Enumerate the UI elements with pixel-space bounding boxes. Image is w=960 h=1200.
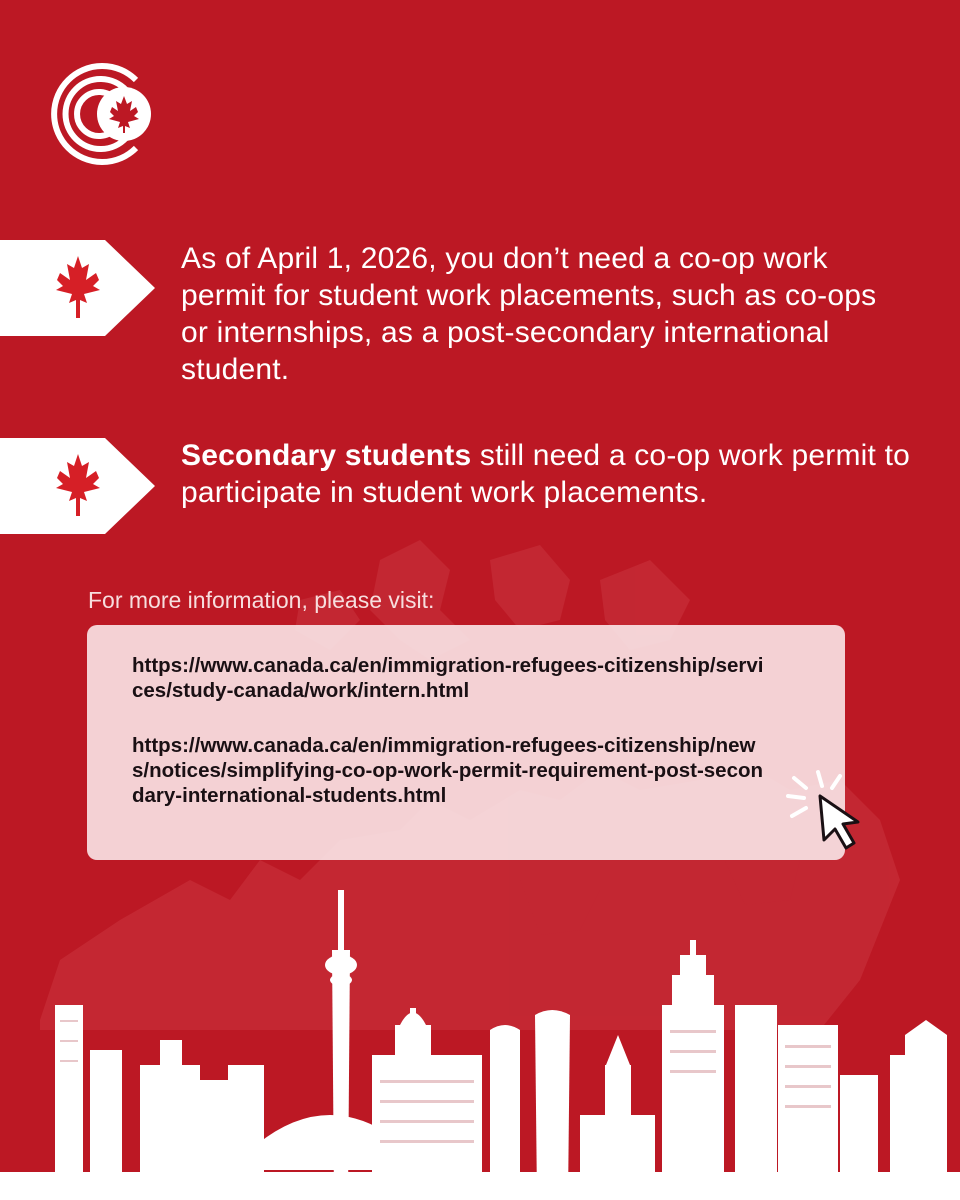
mouse-pointer-click-icon <box>780 768 880 853</box>
maple-leaf-icon <box>0 438 155 534</box>
notice-info-link[interactable]: https://www.canada.ca/en/immigration-refugees-citizenship/news/notices/simplifying-co-op-work-permit-requirement-post-secondary-international-students.html <box>132 734 764 807</box>
secondary-students-rest: still need a co-op work permit to participate in student work placements. <box>181 439 910 509</box>
canada-maple-c-logo-icon <box>40 58 152 170</box>
toronto-skyline-silhouette <box>0 880 960 1200</box>
intern-info-link[interactable]: https://www.canada.ca/en/immigration-refugees-citizenship/services/study-canada/work/intern.html <box>132 654 764 702</box>
secondary-students-bold: Secondary students <box>181 439 472 472</box>
more-info-label: For more information, please visit: <box>88 587 435 613</box>
secondary-students-text <box>181 437 911 511</box>
links-box <box>87 625 845 860</box>
permit-change-text: As of April 1, 2026, you don’t need a co-op work permit for student work placements, such as co-ops or internships, as a post-secondary international student. <box>181 242 877 386</box>
maple-leaf-icon <box>0 240 155 336</box>
